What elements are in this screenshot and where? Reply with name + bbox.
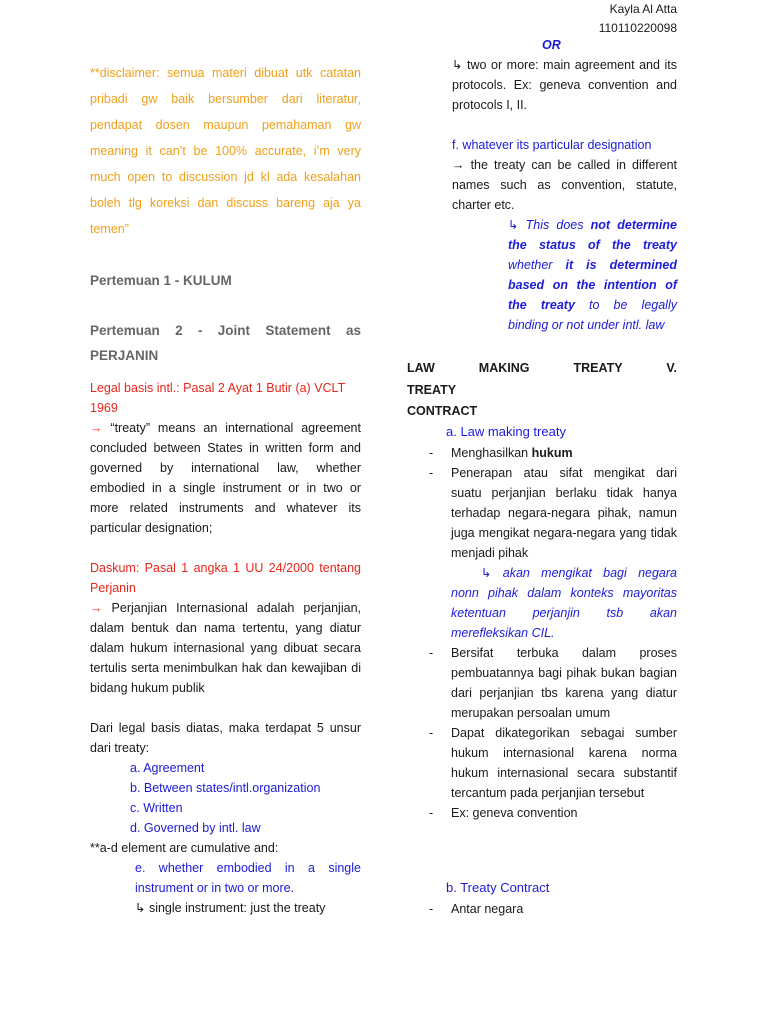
left-column (90, 60, 361, 918)
daskum: Daskum: Pasal 1 angka 1 UU 24/2000 tentang Perjanin (90, 561, 361, 595)
single-instrument-note: ↳ single instrument: just the treaty (135, 901, 326, 915)
law-making-list (407, 443, 677, 823)
treaty-definition: → “treaty” means an international agreement concluded between States in written form and governed by international law, whether embodied in a single instrument or in two or more related instruments and whatever its particular designation; (90, 421, 361, 535)
or-label: OR (542, 38, 561, 52)
perjanjian-definition: → Perjanjian Internasional adalah perjanjian, dalam bentuk dan nama tertentu, yang diatur dalam hukum internasional yang dibuat secara tertulis serta menimbulkan hak dan kewajiban di bidang hukum publik (90, 601, 361, 695)
list-item: c. Written (130, 801, 183, 815)
cil-note: ↳ akan mengikat bagi negara nonn pihak dalam konteks mayoritas ketentuan perjanjin tsb akan merefleksikan CIL. (451, 566, 677, 640)
meeting-1-heading: Pertemuan 1 - KULUM (90, 273, 232, 288)
dash: - (429, 806, 434, 820)
dash: - (429, 466, 434, 480)
treaty-contract-list (407, 899, 677, 919)
list-item: a. Agreement (130, 761, 205, 775)
f-text: → the treaty can be called in different names such as convention, statute, charter etc. (452, 158, 677, 212)
arrow-icon: → (90, 421, 103, 435)
arrow-icon: → (90, 601, 103, 615)
list-item: d. Governed by intl. law (130, 821, 261, 835)
section-title-line1: LAW MAKING TREATY V. TREATY (407, 361, 677, 397)
dash: - (429, 446, 434, 460)
list-item: - Penerapan atau sifat mengikat dari suatu perjanjian berlaku tidak hanya terhadap negara-negara pihak, namun juga mengikat negara-negara yang tidak menjadi pihak (429, 463, 677, 563)
section-title-line2: CONTRACT (407, 404, 478, 418)
element-e: e. whether embodied in a single instrument or in two or more. (135, 861, 361, 895)
list-item: - Menghasilkan hukum (429, 443, 677, 463)
list-item: b. Between states/intl.organization (130, 781, 321, 795)
elements-list (90, 758, 361, 838)
designation-note: ↳ This does not determine the status of the treaty whether it is determined based on the intention of the treaty to be legally binding or not under intl. law (508, 218, 677, 332)
meeting-2-heading: Pertemuan 2 - Joint Statement as PERJANIN (90, 323, 361, 363)
dash: - (429, 726, 434, 740)
list-item-note (429, 563, 677, 643)
author-name: Kayla Al Atta (609, 2, 677, 16)
right-column (452, 35, 677, 335)
list-item: - Antar negara (429, 899, 677, 919)
treaty-contract-heading: b. Treaty Contract (446, 880, 550, 895)
list-item: - Ex: geneva convention (429, 803, 677, 823)
f-heading: f. whatever its particular designation (452, 138, 652, 152)
page-header (599, 0, 677, 38)
dash: - (429, 646, 434, 660)
elements-intro: Dari legal basis diatas, maka terdapat 5 unsur dari treaty: (90, 721, 361, 755)
legal-basis-intl: Legal basis intl.: Pasal 2 Ayat 1 Butir (a) VCLT 1969 (90, 381, 345, 415)
list-item: - Bersifat terbuka dalam proses pembuatannya bagi pihak bukan bagian dari perjanjian tbs karena yang diatur merupakan persoalan umum (429, 643, 677, 723)
disclaimer: **disclaimer: semua materi dibuat utk catatan pribadi gw baik bersumber dari literatur, pendapat dosen maupun pemahaman gw meaning it can’t be 100% accurate, i’m very much open to discussion jd kl ada kesalahan boleh tlg koreksi dan discuss bareng aja ya temen” (90, 66, 361, 236)
law-making-treaty-section (407, 357, 677, 919)
student-id: 110110220098 (598, 21, 677, 35)
law-making-treaty-heading: a. Law making treaty (446, 424, 566, 439)
two-or-more-note: ↳ two or more: main agreement and its protocols. Ex: geneva convention and protocols I, II. (452, 58, 677, 112)
dash: - (429, 902, 434, 916)
cumulative-note: **a-d element are cumulative and: (90, 841, 279, 855)
list-item: - Dapat dikategorikan sebagai sumber hukum internasional karena norma hukum internasional secara substantif tercantum pada perjanjian tersebut (429, 723, 677, 803)
